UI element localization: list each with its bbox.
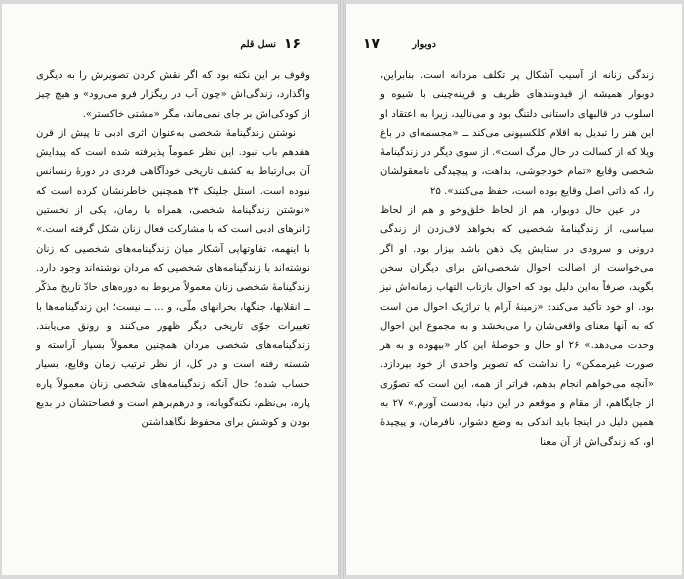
left-paragraph-2: نوشتن زندگینامهٔ شخصی به‌عنوان اثری ادبی تا پیش از قرن هفدهم باب نبود. این نظر عموماً پذیرفته شده است که پیدایش آن بی‌ارتباط به کشف تاریخی خودآگاهی فردی در دورهٔ رنسانس نبوده است. استل جلینک ۲۴ همچنین خاطرنشان کرده است که «نوشتن زندگینامهٔ شخصی، همراه با رمان، یکی از نخستین ژانرهای ادبی است که با مشارکت فعال زنان شکل گرفته است.» با اینهمه، تفاوتهایی آشکار میان زندگینامه‌های شخصیی که زنان نوشته‌اند با زندگینامه‌های شخصیی که مردان نوشته‌اند وجود دارد. زندگینامهٔ شخصی زنان معمولاً مربوط به دوره‌های حادّ تاریخ مذکّر ــ انقلابها، جنگها، بحرانهای ملّی، و ... ــ نیست؛ این زندگینامه‌ها با تغییرات جوّی تاریخی دیگر ظهور می‌کنند و رونق می‌یابند. زندگینامه‌های شخصی مردان همچنین معمولاً بسیار آراسته و شسته رفته است و در کل، از نظر ترتیب زمان وقایع، بسیار حساب شده؛ حال آنکه زندگینامه‌های شخصی زنان معمولاً پاره پاره، بی‌نظم، نکته‌گویانه، و درهم‌برهم است و فصاحتشان در بدیع بودن و کوشش برای محفوظ نگاهداشتن [35,127,310,429]
left-page [2,4,339,575]
left-paragraph-1: وقوف بر این نکته بود که اگر نقش کردن تصویرش را به دیگری واگذارد، زندگی‌اش «چون آب در ریگزار فرو می‌رود» و هیچ چیز از کودکی‌اش بر جای نمی‌ماند، مگر «مشتی خاکستر». [36,70,310,120]
right-page-number: ۱۷ [362,36,380,52]
right-paragraph-2: در عین حال دوبوار، هم از لحاظ خلق‌وخو و هم از لحاظ سیاسی، از زندگینامهٔ شخصیی که بخواهد لاف‌زدن از زندگی درونی و سرودی در ستایش یک ذهن باشد بیزار بود. او اگر می‌خواست از اصالت احوال شخصی‌اش برای دیگران سخن بگوید، صرفاً به‌این دلیل بود که احوال بازتاب التهاب زمانه‌اش نیز بود. او خود تأکید می‌کند: «زمینهٔ آرام یا تراژیک احوال من است که به آنها معنای واقعی‌شان را می‌بخشد و به مجموع این احوال وحدت می‌دهد.» ۲۶ او حال و حوصلهٔ این کار «بیهوده و به هر صورت غیرممکن» را نداشت که تصویر واحدی از خود بپردازد. «آنچه می‌خواهم انجام بدهم، فراتر از همه، این است که تصوّری از جایگاهم، از مقام و موقعم در این دنیا، به‌دست آورم.» ۲۷ به همین دلیل در اینجا باید اندکی به وضع دشوار، نافرمان، و پیچیدهٔ او، که زندگی‌اش از آن معنا [380,205,654,448]
left-page-body [36,66,310,555]
right-page [345,4,682,575]
right-paragraph-1: زندگی زنانه از آسیب آشکال پر تکلف مردانه است. بنابراین، دوبوار همیشه از قیدوبندهای ظریف و قرینه‌چینی با شیوه و اسلوب در قالبهای داستانی دلتنگ بود و می‌نالید، زیرا به اعتقاد او این هنر را تبدیل به اقلام کلکسیونی می‌کند ــ «مجسمه‌ای در باغ ویلا که از کسالت در حال مرگ است». از سوی دیگر در زندگینامهٔ شخصی وقایع «تمام خودجوشی، بداهت، و پیچیدگی نامعقولشان را، که ذاتی اصل وقایع بوده است، حفظ می‌کنند». ۲۵ [380,70,654,197]
book-gutter [340,0,344,579]
right-page-header [346,36,682,58]
left-page-header [2,36,338,58]
left-running-title: نسل قلم [240,39,276,50]
right-page-body [380,66,654,555]
right-running-title: دوبوار [412,39,436,50]
left-page-number: ۱۶ [283,36,301,52]
